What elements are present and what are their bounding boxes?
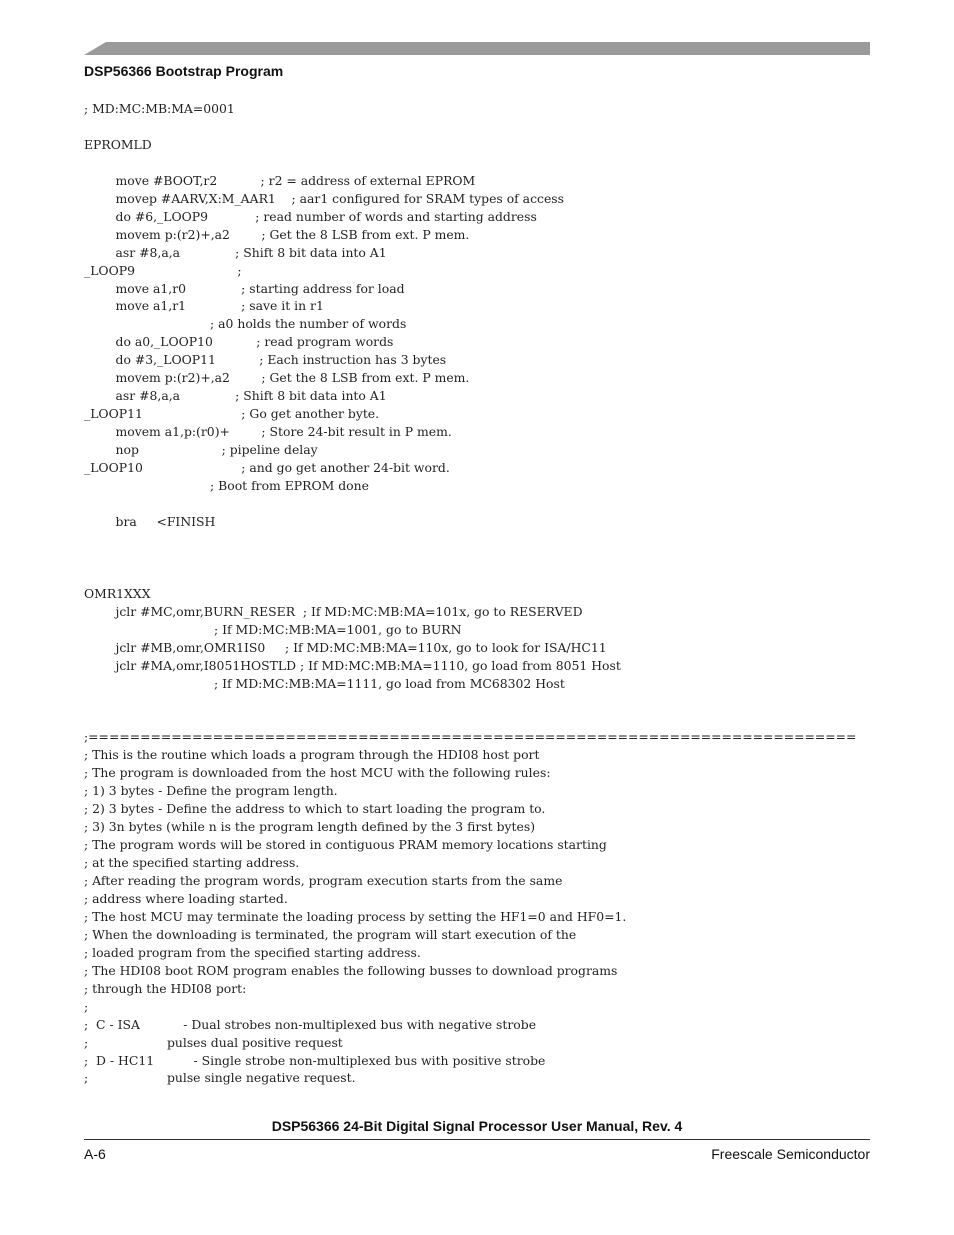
code-line: movem p:(r2)+,a2 ; Get the 8 LSB from ext. P mem. <box>84 226 470 242</box>
code-listing <box>84 100 870 1087</box>
code-line: move a1,r0 ; starting address for load <box>84 280 405 296</box>
section-title: DSP56366 Bootstrap Program <box>84 63 284 79</box>
code-line: do #3,_LOOP11 ; Each instruction has 3 bytes <box>84 352 447 368</box>
code-line: ; C - ISA - Dual strobes non-multiplexed bus with negative strobe <box>84 1016 537 1032</box>
code-line: movep #AARV,X:M_AAR1 ; aar1 configured for SRAM types of access <box>84 190 565 206</box>
header-bar <box>84 42 870 55</box>
code-line <box>84 118 870 136</box>
code-line: ; loaded program from the specified starting address. <box>84 944 421 960</box>
code-line: nop ; pipeline delay <box>84 442 318 458</box>
code-line: ; a0 holds the number of words <box>84 316 407 332</box>
code-line: _LOOP9 ; <box>84 262 242 278</box>
code-line: ; Boot from EPROM done <box>84 478 369 494</box>
code-line <box>84 495 870 513</box>
code-line <box>84 710 870 728</box>
code-line <box>84 567 870 585</box>
code-line: ; MD:MC:MB:MA=0001 <box>84 101 235 116</box>
code-line: movem a1,p:(r0)+ ; Store 24-bit result in P mem. <box>84 424 452 440</box>
code-line: ; If MD:MC:MB:MA=1111, go load from MC68302 Host <box>84 675 565 691</box>
code-line: ; 2) 3 bytes - Define the address to which to start loading the program to. <box>84 801 546 817</box>
code-line: ; pulse single negative request. <box>84 1070 356 1086</box>
code-line: ; through the HDI08 port: <box>84 980 247 996</box>
code-line <box>84 154 870 172</box>
code-line: ; If MD:MC:MB:MA=1001, go to BURN <box>84 621 462 637</box>
code-line: ; The program words will be stored in contiguous PRAM memory locations starting <box>84 837 607 853</box>
code-line: ; When the downloading is terminated, the program will start execution of the <box>84 926 577 942</box>
code-line: ; <box>84 998 89 1014</box>
code-line: _LOOP10 ; and go get another 24-bit word. <box>84 460 450 476</box>
code-line: ; After reading the program words, program execution starts from the same <box>84 872 563 888</box>
code-line: ; D - HC11 - Single strobe non-multiplexed bus with positive strobe <box>84 1052 546 1068</box>
code-line: do #6,_LOOP9 ; read number of words and starting address <box>84 208 537 224</box>
code-line: asr #8,a,a ; Shift 8 bit data into A1 <box>84 388 387 404</box>
code-line: move a1,r1 ; save it in r1 <box>84 298 324 314</box>
code-line <box>84 692 870 710</box>
footer-divider <box>84 1139 870 1140</box>
document-title: DSP56366 24-Bit Digital Signal Processor User Manual, Rev. 4 <box>271 1118 683 1134</box>
code-line: ; The program is downloaded from the host MCU with the following rules: <box>84 765 551 781</box>
code-line: ; address where loading started. <box>84 890 288 906</box>
code-line: ; pulses dual positive request <box>84 1034 343 1050</box>
code-line: ; 1) 3 bytes - Define the program length. <box>84 783 338 799</box>
code-line: asr #8,a,a ; Shift 8 bit data into A1 <box>84 244 387 260</box>
code-line: EPROMLD <box>84 136 152 152</box>
page-number: A-6 <box>84 1146 106 1162</box>
code-line: jclr #MC,omr,BURN_RESER ; If MD:MC:MB:MA=101x, go to RESERVED <box>84 603 583 619</box>
code-line: ; at the specified starting address. <box>84 855 300 871</box>
company-name: Freescale Semiconductor <box>711 1146 870 1162</box>
code-line <box>84 531 870 549</box>
code-line: movem p:(r2)+,a2 ; Get the 8 LSB from ext. P mem. <box>84 370 470 386</box>
code-line: ; 3) 3n bytes (while n is the program length defined by the 3 first bytes) <box>84 819 536 835</box>
code-line: bra <FINISH <box>84 513 216 529</box>
code-line: jclr #MA,omr,I8051HOSTLD ; If MD:MC:MB:MA=1110, go load from 8051 Host <box>84 657 621 673</box>
code-line: _LOOP11 ; Go get another byte. <box>84 406 380 422</box>
code-line: ;========================================================================== <box>84 729 857 745</box>
code-line: ; This is the routine which loads a program through the HDI08 host port <box>84 747 540 763</box>
code-line: move #BOOT,r2 ; r2 = address of external EPROM <box>84 172 476 188</box>
code-line: OMR1XXX <box>84 585 151 601</box>
code-line <box>84 549 870 567</box>
code-line: do a0,_LOOP10 ; read program words <box>84 334 394 350</box>
code-line: ; The HDI08 boot ROM program enables the following busses to download programs <box>84 962 618 978</box>
code-line: ; The host MCU may terminate the loading process by setting the HF1=0 and HF0=1. <box>84 908 627 924</box>
code-line: jclr #MB,omr,OMR1IS0 ; If MD:MC:MB:MA=110x, go to look for ISA/HC11 <box>84 639 607 655</box>
